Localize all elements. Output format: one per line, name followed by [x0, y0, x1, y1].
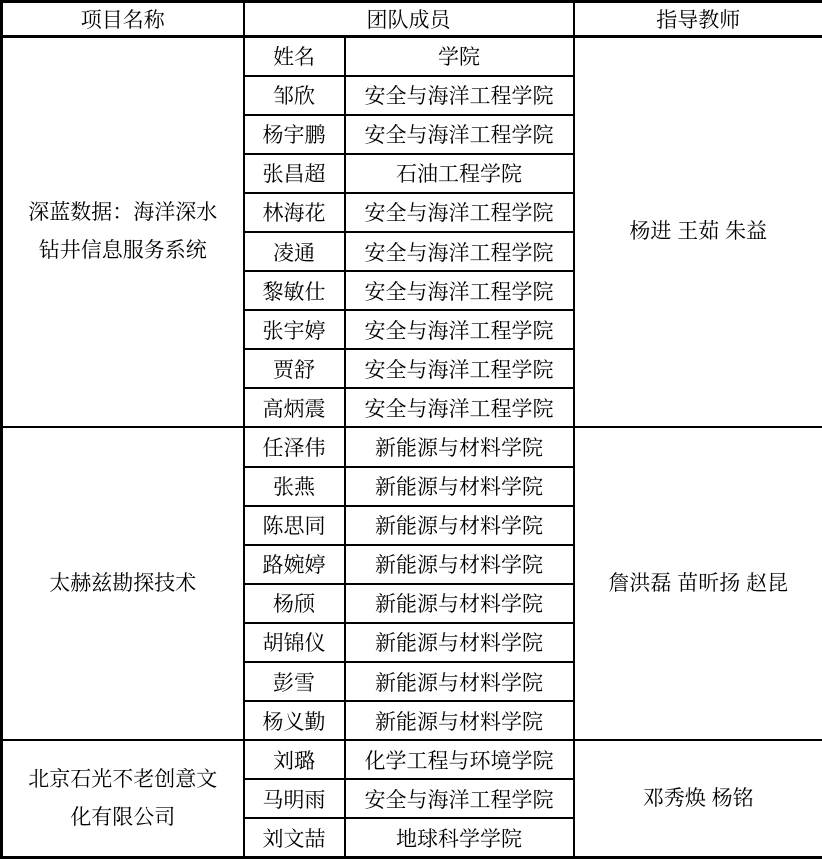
member-name-cell: 贾舒: [244, 349, 345, 388]
member-college-cell: 地球科学学院: [345, 818, 574, 857]
member-college-cell: 安全与海洋工程学院: [345, 76, 574, 115]
table-row: [2, 427, 822, 466]
member-college-cell: 安全与海洋工程学院: [345, 310, 574, 349]
member-name-cell: 张宇婷: [244, 310, 345, 349]
member-college-cell: 新能源与材料学院: [345, 545, 574, 584]
member-name-cell: 凌通: [244, 232, 345, 271]
member-name-cell: 刘文喆: [244, 818, 345, 857]
member-name-cell: 彭雪: [244, 662, 345, 701]
member-college-cell: 新能源与材料学院: [345, 506, 574, 545]
member-name-cell: 刘璐: [244, 740, 345, 779]
member-college-cell: 安全与海洋工程学院: [345, 115, 574, 154]
member-college-cell: 安全与海洋工程学院: [345, 349, 574, 388]
advisor-cell-text: 詹洪磊 苗昕扬 赵昆: [608, 571, 789, 595]
member-name-cell: 任泽伟: [244, 427, 345, 466]
member-name-cell: 杨颀: [244, 584, 345, 623]
member-college-cell: 石油工程学院: [345, 154, 574, 193]
project-name-cell-text: 北京石光不老创意文化有限公司: [28, 767, 218, 829]
member-college-cell: 新能源与材料学院: [345, 427, 574, 466]
subheader-name-cell: 姓名: [244, 37, 345, 76]
member-college-cell: 安全与海洋工程学院: [345, 779, 574, 818]
member-college-cell: 安全与海洋工程学院: [345, 193, 574, 232]
member-college-cell: 新能源与材料学院: [345, 701, 574, 740]
member-name-cell: 路婉婷: [244, 545, 345, 584]
member-name-cell: 高炳震: [244, 388, 345, 427]
member-name-cell: 杨宇鹏: [244, 115, 345, 154]
member-college-cell: 安全与海洋工程学院: [345, 388, 574, 427]
member-college-cell: 安全与海洋工程学院: [345, 271, 574, 310]
advisor-cell-text: 杨进 王茹 朱益: [629, 220, 768, 244]
project-name-cell: [2, 427, 244, 740]
header-row: [2, 2, 822, 37]
advisor-cell: [574, 740, 822, 857]
member-college-cell: 新能源与材料学院: [345, 584, 574, 623]
member-college-cell: 新能源与材料学院: [345, 467, 574, 506]
advisor-cell: [574, 427, 822, 740]
header-team-members: 团队成员: [244, 2, 574, 37]
member-name-cell: 张燕: [244, 467, 345, 506]
member-college-cell: 安全与海洋工程学院: [345, 232, 574, 271]
member-name-cell: 邹欣: [244, 76, 345, 115]
member-name-cell: 张昌超: [244, 154, 345, 193]
project-name-cell-text: 太赫兹勘探技术: [49, 571, 197, 595]
member-college-cell: 化学工程与环境学院: [345, 740, 574, 779]
table-row: [2, 37, 822, 76]
project-name-cell: [2, 37, 244, 428]
projects-table-body: [2, 37, 822, 858]
advisor-cell: [574, 37, 822, 428]
member-college-cell: 新能源与材料学院: [345, 623, 574, 662]
header-advisors: 指导教师: [574, 2, 822, 37]
advisor-cell-text: 邓秀焕 杨铭: [642, 786, 754, 810]
table-row: [2, 740, 822, 779]
project-name-cell: [2, 740, 244, 857]
subheader-college-cell: 学院: [345, 37, 574, 76]
header-project-name: 项目名称: [2, 2, 244, 37]
member-name-cell: 黎敏仕: [244, 271, 345, 310]
project-name-cell-text: 深蓝数据：海洋深水钻井信息服务系统: [28, 201, 218, 263]
member-name-cell: 马明雨: [244, 779, 345, 818]
member-college-cell: 新能源与材料学院: [345, 662, 574, 701]
member-name-cell: 陈思同: [244, 506, 345, 545]
member-name-cell: 胡锦仪: [244, 623, 345, 662]
member-name-cell: 杨义勤: [244, 701, 345, 740]
member-name-cell: 林海花: [244, 193, 345, 232]
